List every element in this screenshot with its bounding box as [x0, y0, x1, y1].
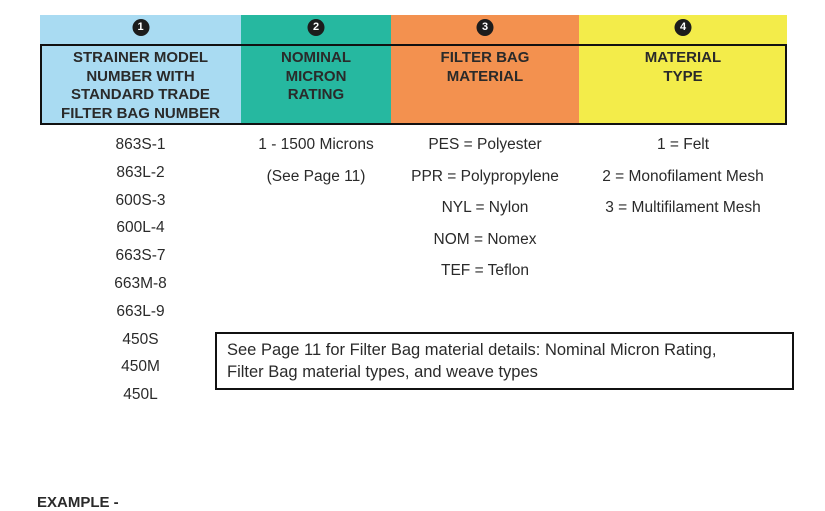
- material-item: PPR = Polypropylene: [411, 167, 559, 185]
- material-type-item: 1 = Felt: [656, 136, 710, 153]
- model-number: 600L-4: [116, 219, 165, 237]
- material-item: TEF = Teflon: [440, 262, 530, 279]
- column-2-number-badge: 2: [308, 19, 325, 36]
- column-2-title-line: NOMINAL: [281, 49, 351, 66]
- model-number: 663L-9: [116, 302, 165, 320]
- model-number-list: [40, 136, 241, 414]
- column-3-title-line: MATERIAL: [446, 67, 524, 85]
- model-number: 450L: [123, 386, 158, 404]
- column-1-title-line: NUMBER WITH: [86, 67, 195, 85]
- model-number: 450S: [122, 330, 159, 348]
- micron-rating-list: [241, 136, 391, 199]
- column-3-title: [391, 49, 579, 86]
- material-item: PES = Polyester: [428, 136, 542, 153]
- column-1-title-line: FILTER BAG NUMBER: [61, 104, 220, 122]
- column-1-title: [40, 49, 241, 123]
- model-number: 863L-2: [116, 163, 165, 181]
- column-4-title-line: MATERIAL: [644, 49, 722, 66]
- column-2-title-line: MICRON: [285, 67, 347, 85]
- filter-bag-material-list: [391, 136, 579, 294]
- model-number: 663M-8: [114, 274, 167, 292]
- model-number: 663S-7: [115, 247, 166, 265]
- model-number: 450M: [121, 358, 160, 376]
- material-item: NOM = Nomex: [433, 230, 537, 248]
- model-number: 863S-1: [115, 136, 166, 153]
- note-line: Filter Bag material types, and weave types: [227, 363, 538, 381]
- column-3-title-line: FILTER BAG: [440, 49, 530, 66]
- micron-rating-item: 1 - 1500 Microns: [258, 136, 374, 153]
- material-type-list: [579, 136, 787, 231]
- micron-rating-item: (See Page 11): [266, 167, 366, 185]
- material-type-item: 3 = Multifilament Mesh: [605, 199, 761, 216]
- material-details-note: [215, 332, 794, 390]
- column-1-title-line: STRAINER MODEL: [73, 49, 208, 66]
- column-4-title-line: TYPE: [663, 67, 703, 85]
- column-2-title: [241, 49, 391, 105]
- column-4-title: [579, 49, 787, 86]
- note-line: See Page 11 for Filter Bag material details: Nominal Micron Rating,: [227, 341, 717, 359]
- material-item: NYL = Nylon: [441, 199, 529, 216]
- column-1-title-line: STANDARD TRADE: [71, 86, 210, 103]
- column-3-number-badge: 3: [477, 19, 494, 36]
- material-type-item: 2 = Monofilament Mesh: [602, 167, 764, 185]
- example-label: EXAMPLE -: [37, 494, 119, 511]
- model-number: 600S-3: [115, 191, 166, 209]
- column-1-number-badge: 1: [132, 19, 149, 36]
- column-2-title-line: RATING: [287, 86, 345, 103]
- column-4-number-badge: 4: [675, 19, 692, 36]
